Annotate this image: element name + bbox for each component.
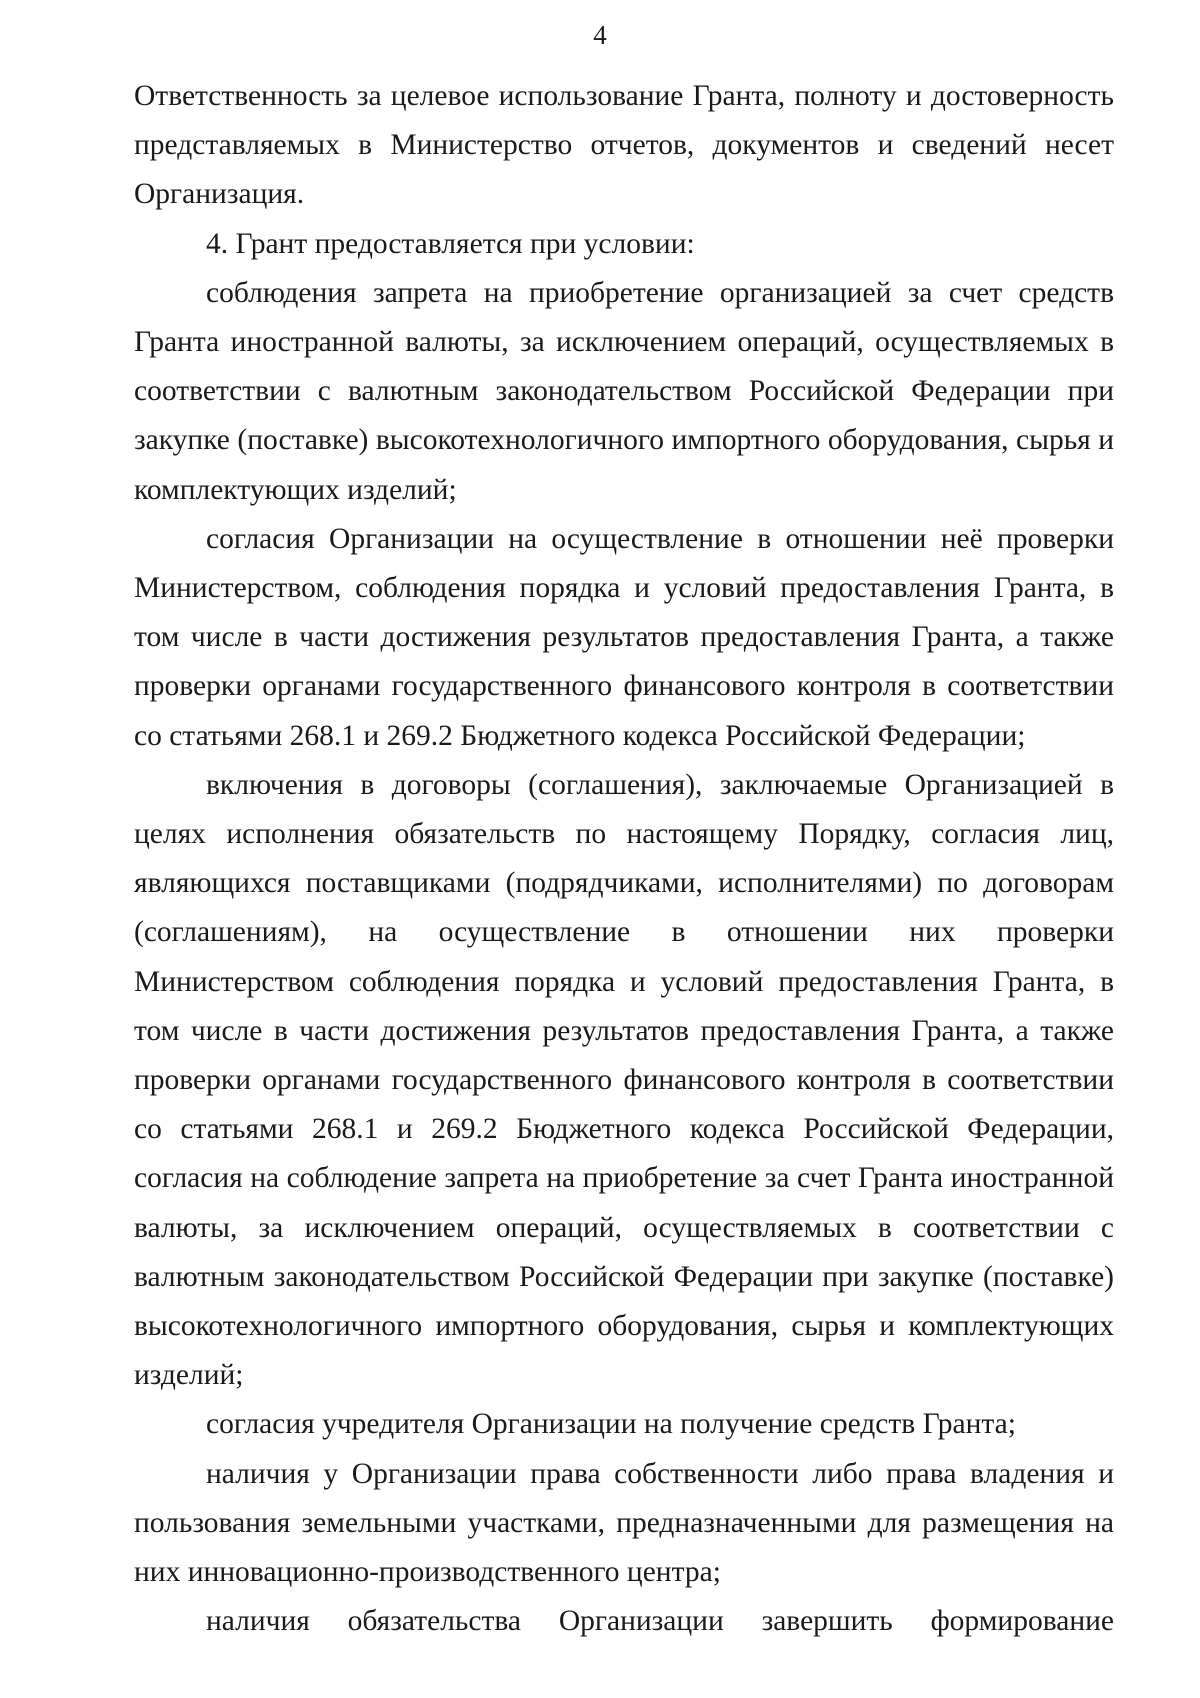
paragraph-grant-conditions-heading: 4. Грант предоставляется при условии: — [206, 227, 695, 260]
paragraph-inspection-consent: согласия Организации на осуществление в отношении неё проверки Министерством, соблюдения порядка и условий предоставления Гранта, в том числе в части достижения результатов предоставления Гранта, а также проверки органами государственного финансового контроля в соответствии со статьями 268.1 и 269.2 Бюджетного кодекса Российской Федерации; — [134, 522, 1114, 752]
document-body — [134, 72, 1114, 1647]
paragraph-contract-inclusion: включения в договоры (соглашения), заключаемые Организацией в целях исполнения обязательств по настоящему Порядку, согласия лиц, являющихся поставщиками (подрядчиками, исполнителями) по договорам (соглашениям), на осуществление в отношении них проверки Министерством соблюдения порядка и условий предоставления Гранта, в том числе в части достижения результатов предоставления Гранта, а также проверки органами государственного финансового контроля в соответствии со статьями 268.1 и 269.2 Бюджетного кодекса Российской Федерации, согласия на соблюдение запрета на приобретение за счет Гранта иностранной валюты, за исключением операций, осуществляемых в соответствии с валютным законодательством Российской Федерации при закупке (поставке) высокотехнологичного импортного оборудования, сырья и комплектующих изделий; — [134, 768, 1114, 1392]
paragraph-founder-consent: согласия учредителя Организации на получение средств Гранта; — [206, 1408, 1016, 1441]
paragraph-formation-obligation: наличия обязательства Организации завершить формирование — [206, 1605, 1114, 1638]
paragraph-land-rights: наличия у Организации права собственности либо права владения и пользования земельными участками, предназначенными для размещения на них инновационно-производственного центра; — [134, 1457, 1114, 1589]
paragraph-currency-ban: соблюдения запрета на приобретение организацией за счет средств Гранта иностранной валюты, за исключением операций, осуществляемых в соответствии с валютным законодательством Российской Федерации при закупке (поставке) высокотехнологичного импортного оборудования, сырья и комплектующих изделий; — [134, 276, 1114, 506]
page-number: 4 — [593, 20, 607, 50]
paragraph-responsibility: Ответственность за целевое использование Гранта, полноту и достоверность представляемых в Министерство отчетов, документов и сведений несет Организация. — [134, 80, 1114, 211]
